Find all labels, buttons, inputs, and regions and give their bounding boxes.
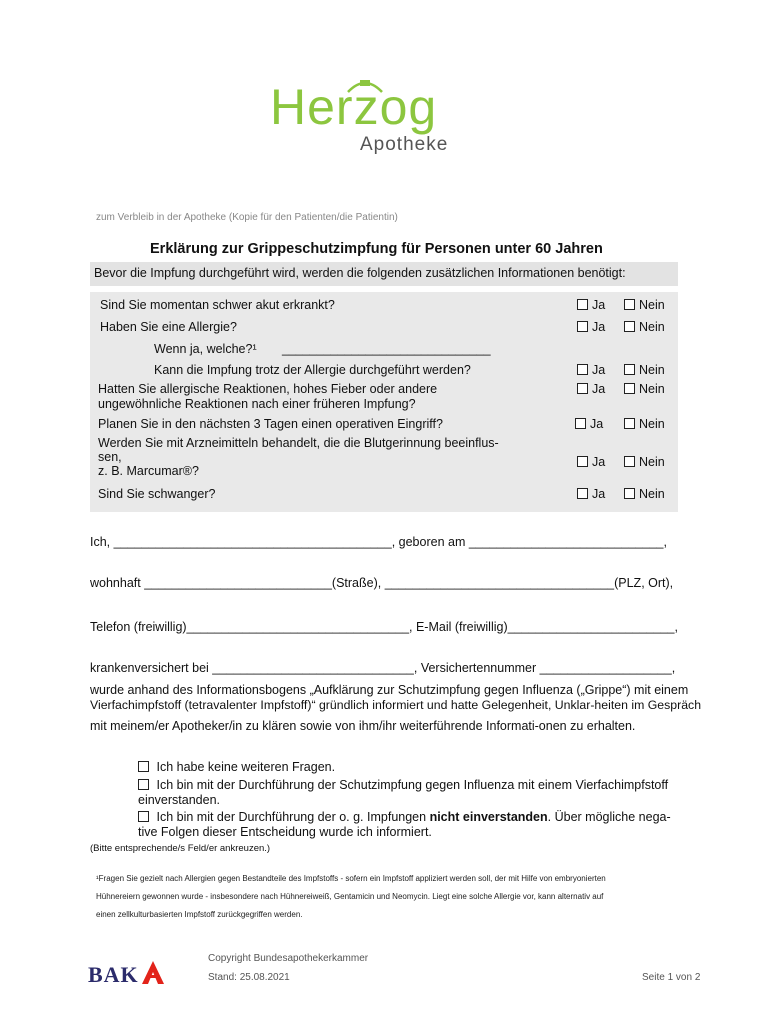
- checkbox-icon[interactable]: [577, 488, 588, 499]
- checkbox-icon[interactable]: [577, 456, 588, 467]
- allergy-answer-line[interactable]: ______________________________: [282, 342, 491, 356]
- question-which-allergy: Wenn ja, welche?¹: [154, 342, 257, 356]
- question-previous-reactions: Hatten Sie allergische Reaktionen, hohes Fieber oder andere: [98, 382, 438, 396]
- question-allergy: Haben Sie eine Allergie?: [100, 320, 237, 334]
- choice-consent[interactable]: Ich bin mit der Durchführung der Schutzimpfung gegen Influenza mit einem Vierfachimpfstoff: [138, 777, 668, 793]
- checkbox-icon[interactable]: [577, 321, 588, 332]
- question-anticoagulants: Werden Sie mit Arzneimitteln behandelt, die die Blutgerinnung beeinflus-: [98, 436, 499, 450]
- statement-line-3: mit meinem/er Apotheker/in zu klären sowie von ihm/ihr weiterführende Informati-onen zu erhalten.: [90, 719, 636, 733]
- option-no[interactable]: Nein: [624, 455, 665, 469]
- intro-text: Bevor die Impfung durchgeführt wird, werden die folgenden zusätzlichen Informationen benötigt:: [90, 262, 678, 286]
- checkbox-icon[interactable]: [138, 761, 149, 772]
- option-no[interactable]: Nein: [624, 363, 665, 377]
- checkbox-icon[interactable]: [624, 456, 635, 467]
- header-note: zum Verbleib in der Apotheke (Kopie für den Patienten/die Patientin): [96, 212, 398, 223]
- address-line[interactable]: wohnhaft ___________________________(Straße), _________________________________(PLZ, Ort),: [90, 576, 674, 590]
- option-no[interactable]: Nein: [624, 382, 665, 396]
- option-yes[interactable]: Ja: [577, 320, 605, 334]
- checkbox-hint: (Bitte entsprechende/s Feld/er ankreuzen.): [90, 843, 271, 854]
- option-yes[interactable]: Ja: [577, 298, 605, 312]
- logo-subtext: Apotheke: [360, 134, 449, 155]
- pharmacy-logo: [270, 78, 500, 158]
- checkbox-icon[interactable]: [624, 321, 635, 332]
- checkbox-icon[interactable]: [624, 364, 635, 375]
- checkbox-icon[interactable]: [624, 383, 635, 394]
- option-yes[interactable]: Ja: [575, 417, 603, 431]
- choice-consent-cont: einverstanden.: [138, 793, 221, 807]
- question-vaccine-despite-allergy: Kann die Impfung trotz der Allergie durchgeführt werden?: [154, 363, 471, 377]
- question-anticoagulants-cont: sen,: [98, 450, 122, 464]
- question-acute-illness: Sind Sie momentan schwer akut erkrankt?: [100, 298, 335, 312]
- footnote-line: ¹Fragen Sie gezielt nach Allergien gegen Bestandteile des Impfstoffs - sofern ein Impfstoff appliziert werden soll, der mit Hilfe von embryonierten: [96, 874, 606, 883]
- bak-logo-text: BAK: [88, 962, 139, 987]
- question-section: [90, 292, 678, 512]
- choice-no-questions[interactable]: Ich habe keine weiteren Fragen.: [138, 759, 335, 775]
- option-no[interactable]: Nein: [624, 298, 665, 312]
- question-anticoagulants-example: z. B. Marcumar®?: [98, 464, 199, 478]
- option-yes[interactable]: Ja: [577, 455, 605, 469]
- checkbox-icon[interactable]: [577, 383, 588, 394]
- footnote: [96, 870, 696, 924]
- insurance-line[interactable]: krankenversichert bei _____________________________, Versichertennummer ___________________,: [90, 661, 676, 675]
- option-no[interactable]: Nein: [624, 417, 665, 431]
- phone-email-line[interactable]: Telefon (freiwillig)________________________________, E-Mail (freiwillig)________________________,: [90, 620, 678, 634]
- option-no[interactable]: Nein: [624, 320, 665, 334]
- version-date: Stand: 25.08.2021: [208, 972, 290, 983]
- option-yes[interactable]: Ja: [577, 487, 605, 501]
- option-yes[interactable]: Ja: [577, 382, 605, 396]
- checkbox-icon[interactable]: [138, 779, 149, 790]
- copyright: Copyright Bundesapothekerkammer: [208, 953, 369, 964]
- apotheke-a-icon: [140, 960, 166, 986]
- page-number: Seite 1 von 2: [642, 972, 701, 983]
- footnote-line: einen zellkulturbasierten Impfstoff zurückgegriffen werden.: [96, 910, 303, 919]
- question-previous-reactions-cont: ungewöhnliche Reaktionen nach einer früheren Impfung?: [98, 397, 416, 411]
- checkbox-icon[interactable]: [624, 299, 635, 310]
- question-surgery: Planen Sie in den nächsten 3 Tagen einen operativen Eingriff?: [98, 417, 443, 431]
- option-no[interactable]: Nein: [624, 487, 665, 501]
- question-pregnant: Sind Sie schwanger?: [98, 487, 216, 501]
- checkbox-icon[interactable]: [577, 299, 588, 310]
- checkbox-icon[interactable]: [575, 418, 586, 429]
- statement-line-1: wurde anhand des Informationsbogens „Aufklärung zur Schutzimpfung gegen Influenza („Grippe“) mit einem: [90, 683, 689, 697]
- choice-decline-cont: tive Folgen dieser Entscheidung wurde ich informiert.: [138, 825, 432, 839]
- logo-text: Herzog: [270, 79, 438, 135]
- checkbox-icon[interactable]: [577, 364, 588, 375]
- checkbox-icon[interactable]: [138, 811, 149, 822]
- choice-decline[interactable]: Ich bin mit der Durchführung der o. g. Impfungen nicht einverstanden. Über mögliche nega-: [138, 809, 671, 825]
- name-birthdate-line[interactable]: Ich, ________________________________________, geboren am ____________________________,: [90, 535, 667, 549]
- page-title: Erklärung zur Grippeschutzimpfung für Personen unter 60 Jahren: [150, 241, 603, 257]
- footnote-line: Hühnereiern gewonnen wurde - insbesondere nach Hühnereiweiß, Gentamicin und Neomycin. Liegt eine solche Allergie vor, kann alternativ auf: [96, 892, 604, 901]
- checkbox-icon[interactable]: [624, 488, 635, 499]
- statement-line-2: Vierfachimpfstoff (tetravalenter Impfstoff)“ gründlich informiert und hatte Gelegenheit, Unklar-heiten im Gespräch: [90, 698, 702, 712]
- option-yes[interactable]: Ja: [577, 363, 605, 377]
- checkbox-icon[interactable]: [624, 418, 635, 429]
